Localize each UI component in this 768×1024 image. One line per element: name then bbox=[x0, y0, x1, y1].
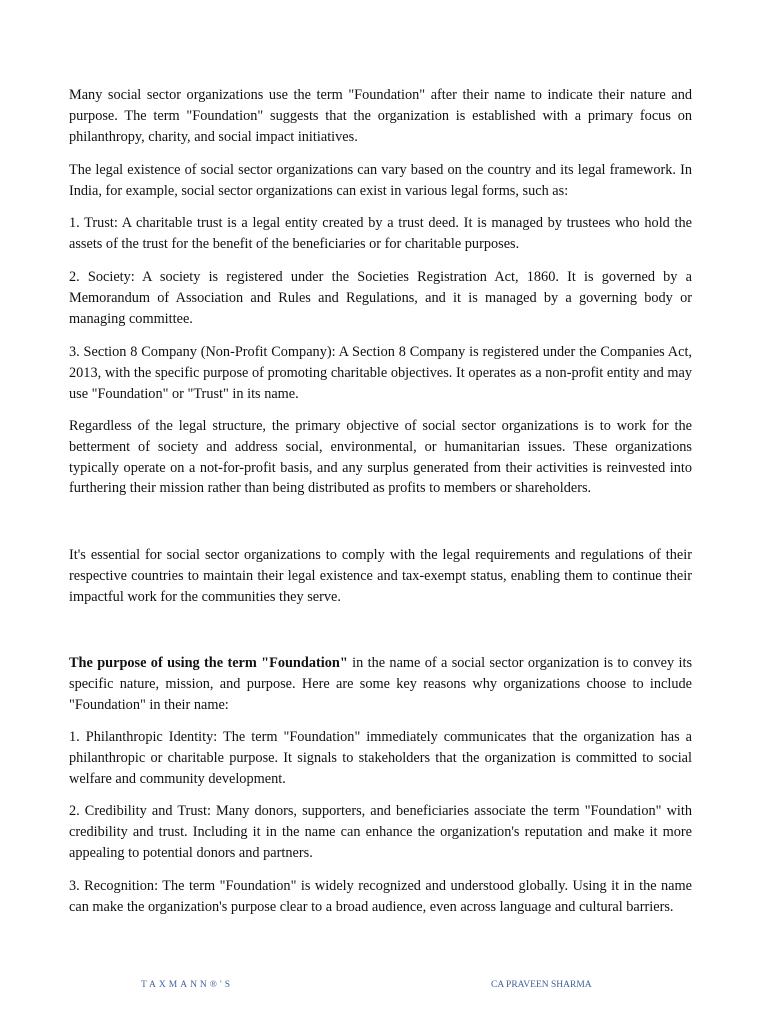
paragraph-society: 2. Society: A society is registered under the Societies Registration Act, 1860. It is governed by a Memorandum of Association and Rules and Regulations, and it is managed by a governing body or managing committee. bbox=[69, 269, 692, 327]
paragraph-foundation-intro: Many social sector organizations use the term "Foundation" after their name to indicate their nature and purpose. The term "Foundation" suggests that the organization is established with a primary focus on philanthropy, charity, and social impact initiatives. bbox=[69, 87, 692, 145]
footer-author: CA PRAVEEN SHARMA bbox=[491, 980, 592, 990]
paragraph-section-8-company: 3. Section 8 Company (Non-Profit Company): A Section 8 Company is registered under the Companies Act, 2013, with the specific purpose of promoting charitable objectives. It operates as a non-profit entity and may use "Foundation" or "Trust" in its name. bbox=[69, 344, 692, 402]
paragraph-philanthropic-identity: 1. Philanthropic Identity: The term "Foundation" immediately communicates that the organization has a philanthropic or charitable purpose. It signals to stakeholders that the organization is committed to social welfare and community development. bbox=[69, 729, 692, 787]
purpose-bold-lead: The purpose of using the term "Foundation" bbox=[69, 655, 348, 671]
purpose-rest: in the name of a social sector organization is to convey its specific nature, mission, and purpose. Here are some key reasons why organizations choose to include "Foundation" in their name: bbox=[69, 655, 693, 713]
paragraph-trust: 1. Trust: A charitable trust is a legal entity created by a trust deed. It is managed by trustees who hold the assets of the trust for the benefit of the beneficiaries or for charitable purposes. bbox=[69, 215, 692, 252]
paragraph-recognition: 3. Recognition: The term "Foundation" is widely recognized and understood globally. Using it in the name can make the organization's purpose clear to a broad audience, even across language and cultural barriers. bbox=[69, 878, 692, 915]
paragraph-purpose bbox=[69, 653, 692, 715]
paragraph-credibility-trust: 2. Credibility and Trust: Many donors, supporters, and beneficiaries associate the term "Foundation" with credibility and trust. Including it in the name can enhance the organization's reputation and make it more appealing to potential donors and partners. bbox=[69, 803, 692, 861]
paragraph-legal-structure: Regardless of the legal structure, the primary objective of social sector organizations is to work for the betterment of society and address social, environmental, or humanitarian issues. These organizations typically operate on a not-for-profit basis, and any surplus generated from their activities is reinvested into furthering their mission rather than being distributed as profits to members or shareholders. bbox=[69, 418, 692, 497]
footer-publisher: TAXMANN®'S bbox=[141, 980, 234, 990]
paragraph-legal-existence: The legal existence of social sector organizations can vary based on the country and its legal framework. In India, for example, social sector organizations can exist in various legal forms, such as: bbox=[69, 162, 692, 199]
paragraph-compliance: It's essential for social sector organizations to comply with the legal requirements and regulations of their respective countries to maintain their legal existence and tax-exempt status, enabling them to continue their impactful work for the communities they serve. bbox=[69, 547, 692, 605]
